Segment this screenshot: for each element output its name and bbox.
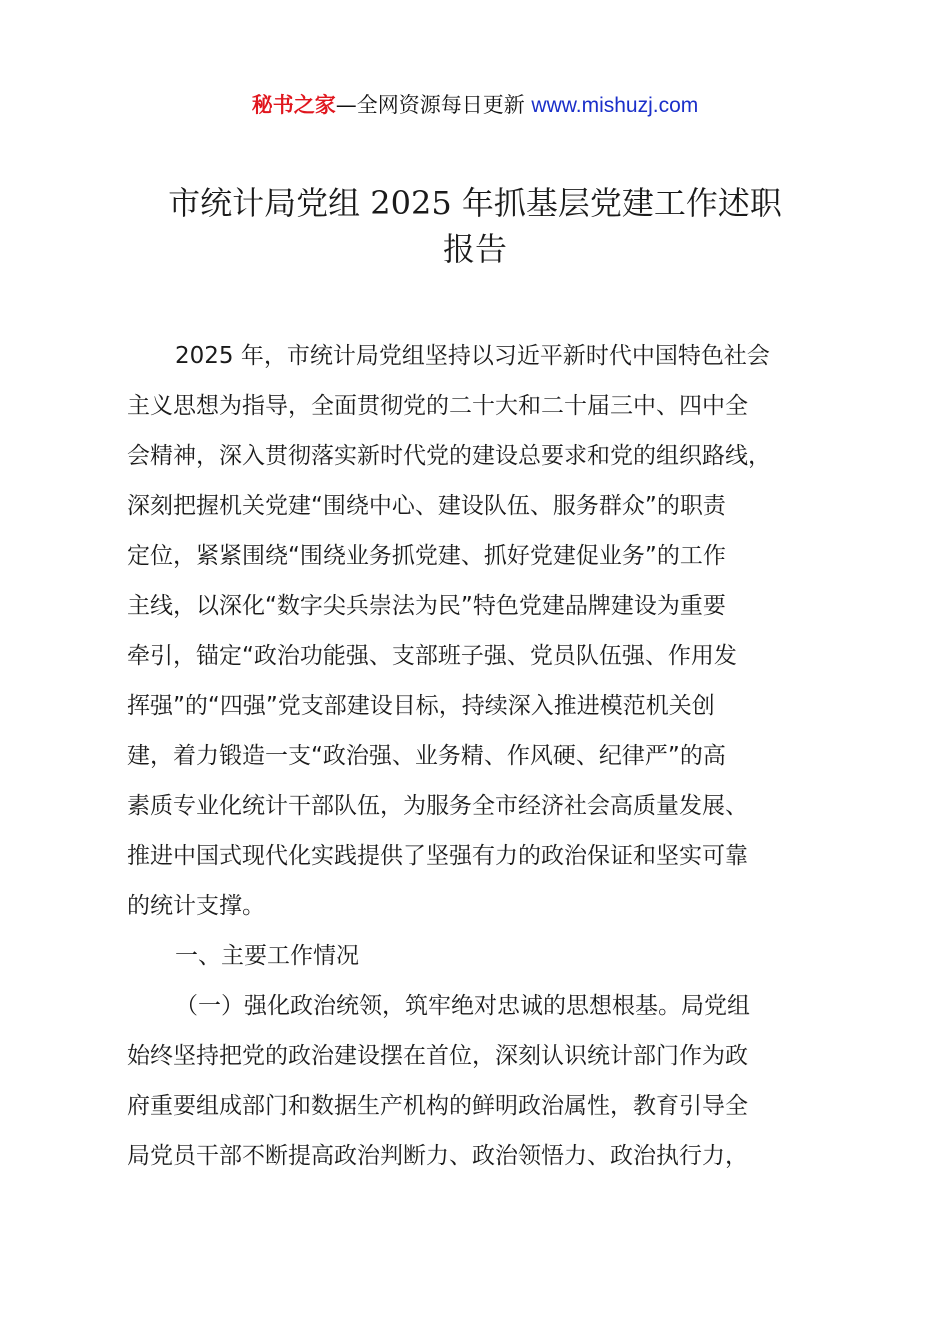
- body-line: 主线，以深化“数字尖兵崇法为民”特色党建品牌建设为重要: [127, 593, 726, 619]
- section-heading: 一、主要工作情况: [175, 943, 359, 969]
- body-line: 牵引，锚定“政治功能强、支部班子强、党员队伍强、作用发: [127, 643, 737, 669]
- site-header: [0, 90, 950, 121]
- title-line-1: 市统计局党组 2025 年抓基层党建工作述职: [168, 184, 782, 222]
- body-line: 推进中国式现代化实践提供了坚强有力的政治保证和坚实可靠: [127, 843, 748, 869]
- body-line: 府重要组成部门和数据生产机构的鲜明政治属性，教育引导全: [127, 1093, 748, 1119]
- body-line: 2025 年，市统计局党组坚持以习近平新时代中国特色社会: [175, 343, 770, 369]
- subsection-heading: （一）强化政治统领，筑牢绝对忠诚的思想根基。局党组: [175, 993, 750, 1019]
- body-line: 建，着力锻造一支“政治强、业务精、作风硬、纪律严”的高: [127, 743, 726, 769]
- title-line-2: 报告: [442, 230, 507, 268]
- body-line: 素质专业化统计干部队伍，为服务全市经济社会高质量发展、: [127, 793, 748, 819]
- body-line: 挥强”的“四强”党支部建设目标，持续深入推进模范机关创: [127, 693, 715, 719]
- header-tagline: —全网资源每日更新: [335, 93, 532, 117]
- site-url-link[interactable]: www.mishuzj.com: [531, 94, 699, 117]
- body-line: 会精神，深入贯彻落实新时代党的建设总要求和党的组织路线，: [127, 443, 771, 469]
- document-title: [125, 180, 825, 272]
- body-line: 局党员干部不断提高政治判断力、政治领悟力、政治执行力，: [127, 1143, 748, 1169]
- body-line: 定位，紧紧围绕“围绕业务抓党建、抓好党建促业务”的工作: [127, 543, 726, 569]
- body-line: 深刻把握机关党建“围绕中心、建设队伍、服务群众”的职责: [127, 493, 726, 519]
- body-line: 始终坚持把党的政治建设摆在首位，深刻认识统计部门作为政: [127, 1043, 748, 1069]
- body-line: 主义思想为指导，全面贯彻党的二十大和二十届三中、四中全: [127, 393, 748, 419]
- body-line: 的统计支撑。: [127, 893, 265, 919]
- brand-name: 秘书之家: [251, 93, 336, 117]
- document-body: [127, 331, 847, 1181]
